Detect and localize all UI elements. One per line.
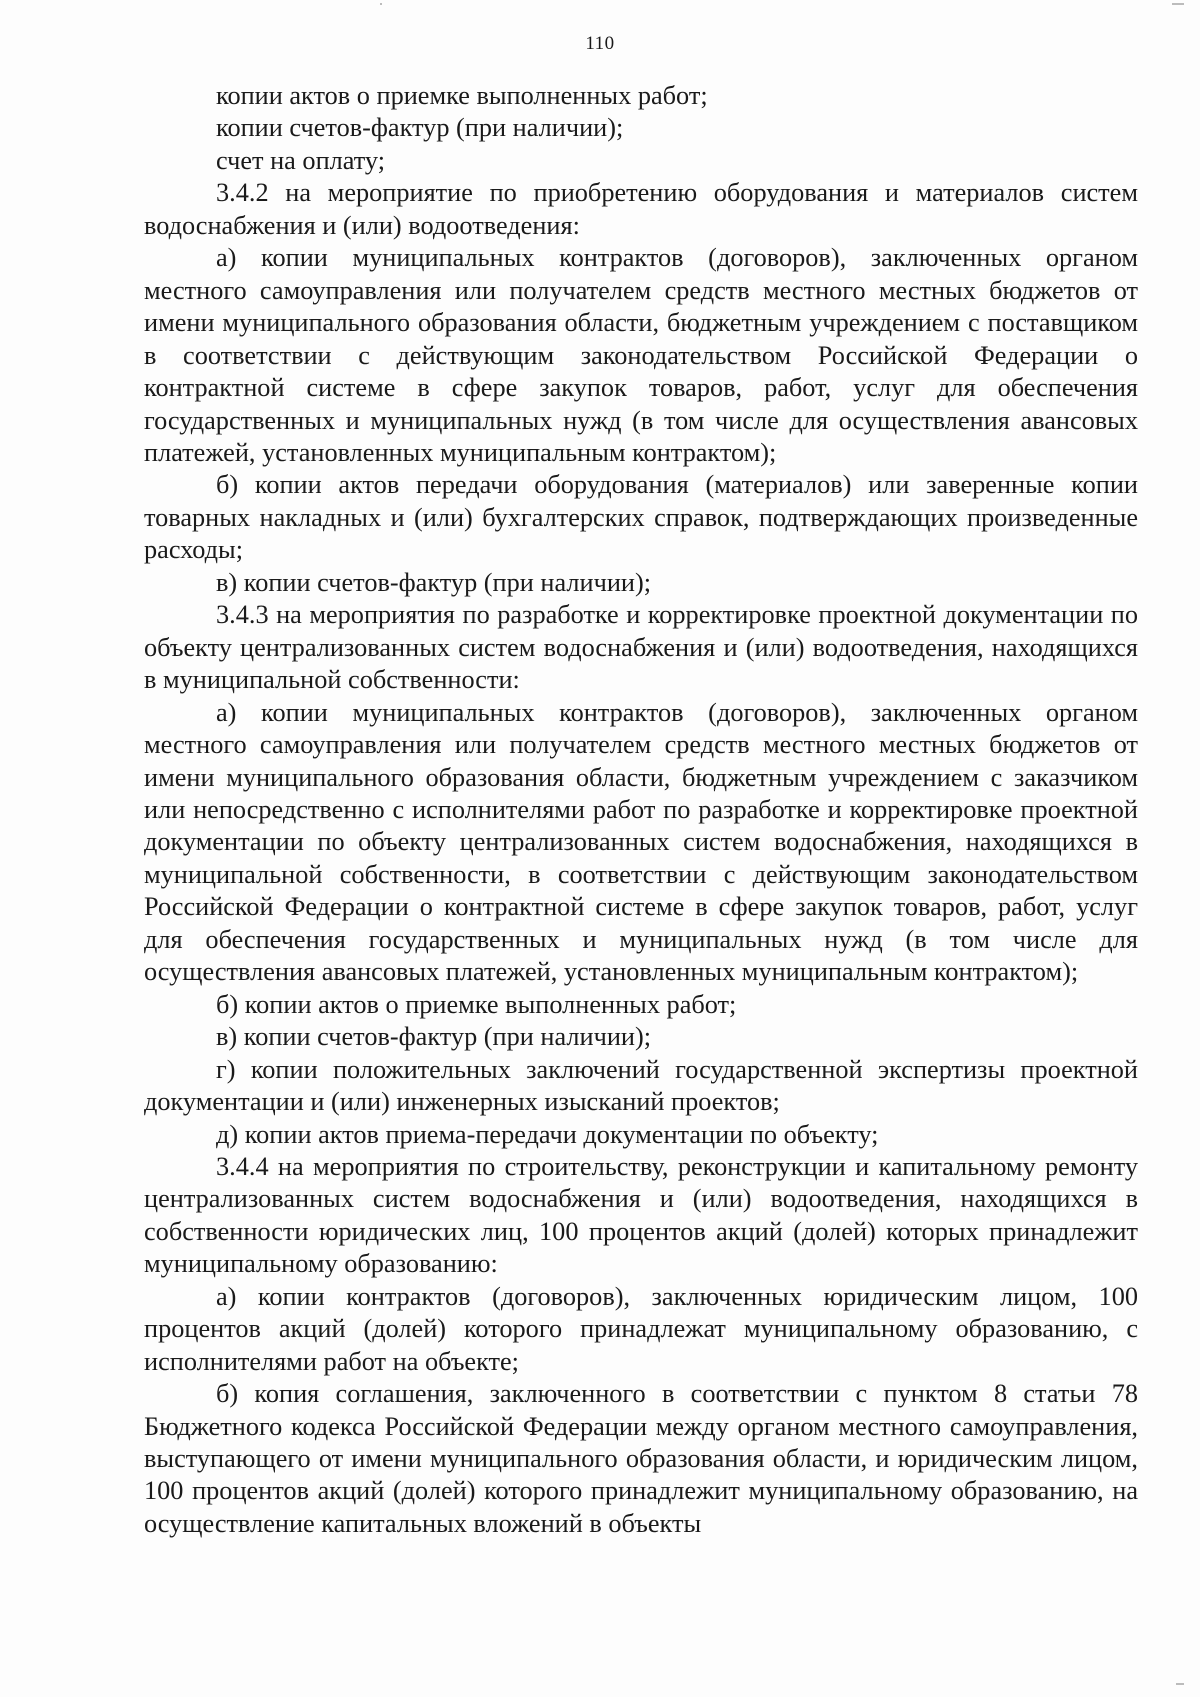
paragraph: б) копия соглашения, заключенного в соответствии с пунктом 8 статьи 78 Бюджетного кодекса Российской Федерации между органом местного самоуправления, выступающего от имени муниципального образования области, и юридическим лицом, 100 процентов акций (долей) которого принадлежит муниципальному образованию, на осуществление капитальных вложений в объекты — [144, 1379, 1138, 1538]
paragraph: а) копии муниципальных контрактов (договоров), заключенных органом местного самоуправления или получателем средств местного местных бюджетов от имени муниципального образования области, бюджетным учреждением с заказчиком или непосредственно с исполнителями работ по разработке и корректировке проектной документации по объекту централизованных систем водоснабжения, находящихся в муниципальной собственности, в соответствии с действующим законодательством Российской Федерации о контрактной системе в сфере закупок товаров, работ, услуг для обеспечения государственных и муниципальных нужд (в том числе для осуществления авансовых платежей, установленных муниципальным контрактом); — [144, 697, 1138, 987]
document-body — [144, 80, 1138, 1540]
page-number: 110 — [585, 33, 615, 54]
paragraph-section-3-4-3: 3.4.3 на мероприятия по разработке и корректировке проектной документации по объекту централизованных систем водоснабжения и (или) водоотведения, находящихся в муниципальной собственности: — [144, 600, 1138, 695]
paragraph: в) копии счетов-фактур (при наличии); — [216, 567, 652, 597]
paragraph: а) копии контрактов (договоров), заключенных юридическим лицом, 100 процентов акций (долей) которого принадлежат муниципальному образованию, с исполнителями работ на объекте; — [144, 1281, 1138, 1376]
paragraph: г) копии положительных заключений государственной экспертизы проектной документации и (или) инженерных изысканий проектов; — [144, 1054, 1138, 1117]
paragraph-section-3-4-4: 3.4.4 на мероприятия по строительству, реконструкции и капитальному ремонту централизованных систем водоснабжения и (или) водоотведения, находящихся в собственности юридических лиц, 100 процентов акций (долей) которых принадлежит муниципальному образованию: — [144, 1151, 1138, 1279]
paragraph: а) копии муниципальных контрактов (договоров), заключенных органом местного самоуправления или получателем средств местного местных бюджетов от имени муниципального образования области, бюджетным учреждением с поставщиком в соответствии с действующим законодательством Российской Федерации о контрактной системе в сфере закупок товаров, работ, услуг для обеспечения государственных и муниципальных нужд (в том числе для осуществления авансовых платежей, установленных муниципальным контрактом); — [144, 243, 1138, 467]
paragraph: б) копии актов о приемке выполненных работ; — [216, 989, 737, 1019]
paragraph: копии счетов-фактур (при наличии); — [216, 113, 624, 143]
paragraph: счет на оплату; — [216, 145, 386, 175]
scan-speck — [1176, 1683, 1184, 1685]
paragraph: в) копии счетов-фактур (при наличии); — [216, 1022, 652, 1052]
paragraph: б) копии актов передачи оборудования (материалов) или заверенные копии товарных накладных и (или) бухгалтерских справок, подтверждающих произведенные расходы; — [144, 470, 1138, 565]
scan-speck — [1172, 3, 1184, 5]
paragraph-section-3-4-2: 3.4.2 на мероприятие по приобретению оборудования и материалов систем водоснабжения и (или) водоотведения: — [144, 178, 1138, 240]
scan-speck — [380, 3, 382, 5]
paragraph: копии актов о приемке выполненных работ; — [216, 81, 708, 110]
paragraph: д) копии актов приема-передачи документации по объекту; — [216, 1119, 879, 1149]
